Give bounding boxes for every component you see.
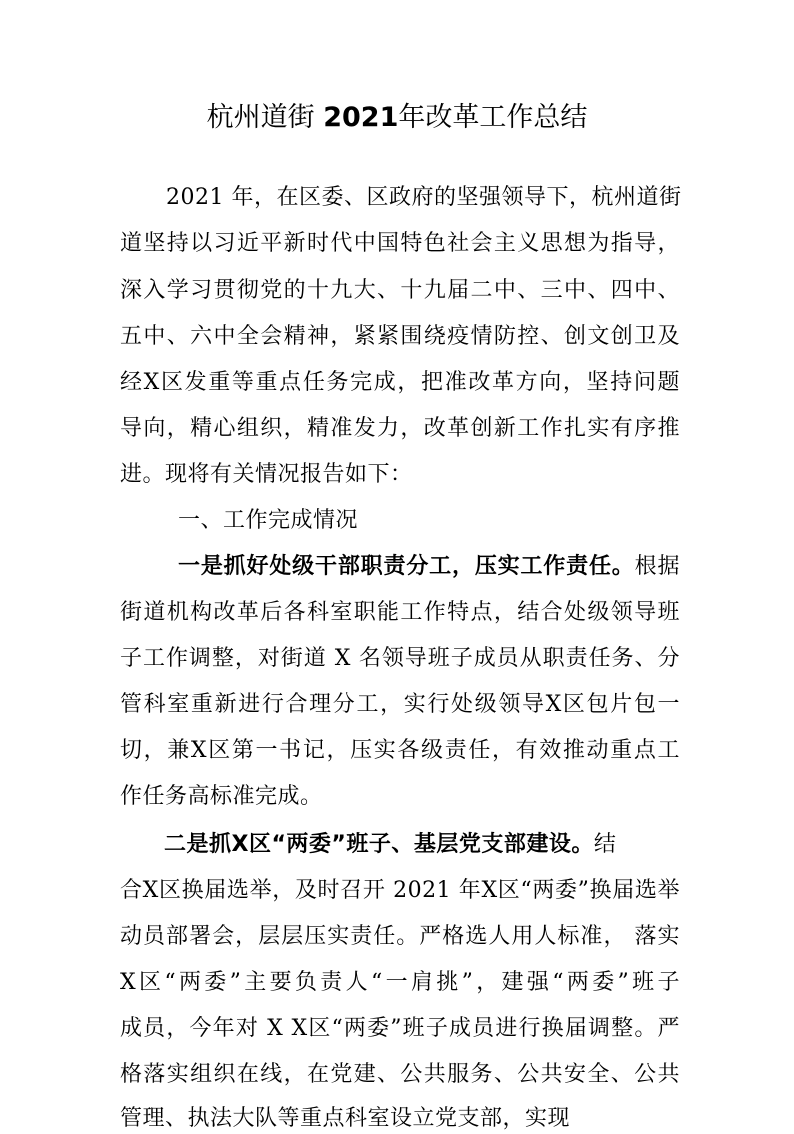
- para2-line: 成员，今年对 X X区“两委”班子成员进行换届调整。严: [120, 1016, 680, 1041]
- title-suffix: 年改革工作总结: [398, 102, 588, 133]
- para2-line: 管理、执法大队等重点科室设立党支部，实现: [120, 1106, 571, 1131]
- para1-line: 子工作调整，对街道 X 名领导班子成员从职责任务、分: [120, 646, 680, 671]
- para1-first-tail: 根据: [634, 554, 680, 579]
- para2-line: 格落实组织在线，在党建、公共服务、公共安全、公共: [120, 1062, 680, 1087]
- para2-first-line: [164, 830, 680, 860]
- para1-line: 管科室重新进行合理分工，实行处级领导X区包片包一: [120, 692, 680, 717]
- para2-first-tail: 结: [593, 832, 617, 857]
- intro-line: 导向，精心组织，精准发力，改革创新工作扎实有序推: [120, 416, 680, 441]
- intro-line: 五中、六中全会精神，紧紧围绕疫情防控、创文创卫及: [120, 324, 680, 349]
- section-heading: 一、工作完成情况: [178, 508, 359, 533]
- para1-line: 切，兼X区第一书记，压实各级责任，有效推动重点工: [120, 738, 680, 763]
- document-title: [0, 98, 794, 138]
- intro-line: 2021 年，在区委、区政府的坚强领导下，杭州道街: [166, 185, 682, 210]
- intro-line: 道坚持以习近平新时代中国特色社会主义思想为指导，: [120, 231, 680, 256]
- para2-bold-lead: 二是抓X区“两委”班子、基层党支部建设。: [164, 832, 594, 857]
- para1-line: 作任务高标准完成。: [120, 784, 323, 809]
- para1-line: 街道机构改革后各科室职能工作特点，结合处级领导班: [120, 600, 680, 625]
- intro-line: 经X区发重等重点任务完成，把准改革方向，坚持问题: [120, 370, 680, 395]
- intro-line: 进。现将有关情况报告如下：: [120, 462, 413, 487]
- para1-first-line: [178, 552, 680, 582]
- title-year: 2021: [323, 102, 399, 133]
- para1-bold-lead: 一是抓好处级干部职责分工，压实工作责任。: [178, 554, 635, 579]
- para2-line: X区“两委”主要负责人“一肩挑”，建强“两委”班子: [120, 970, 680, 995]
- title-prefix: 杭州道街: [206, 102, 315, 133]
- intro-line: 深入学习贯彻党的十九大、十九届二中、三中、四中、: [120, 278, 680, 303]
- para2-line: 合X区换届选举，及时召开 2021 年X区“两委”换届选举: [120, 878, 680, 903]
- para2-line: 动员部署会，层层压实责任。严格选人用人标准， 落实: [120, 924, 680, 949]
